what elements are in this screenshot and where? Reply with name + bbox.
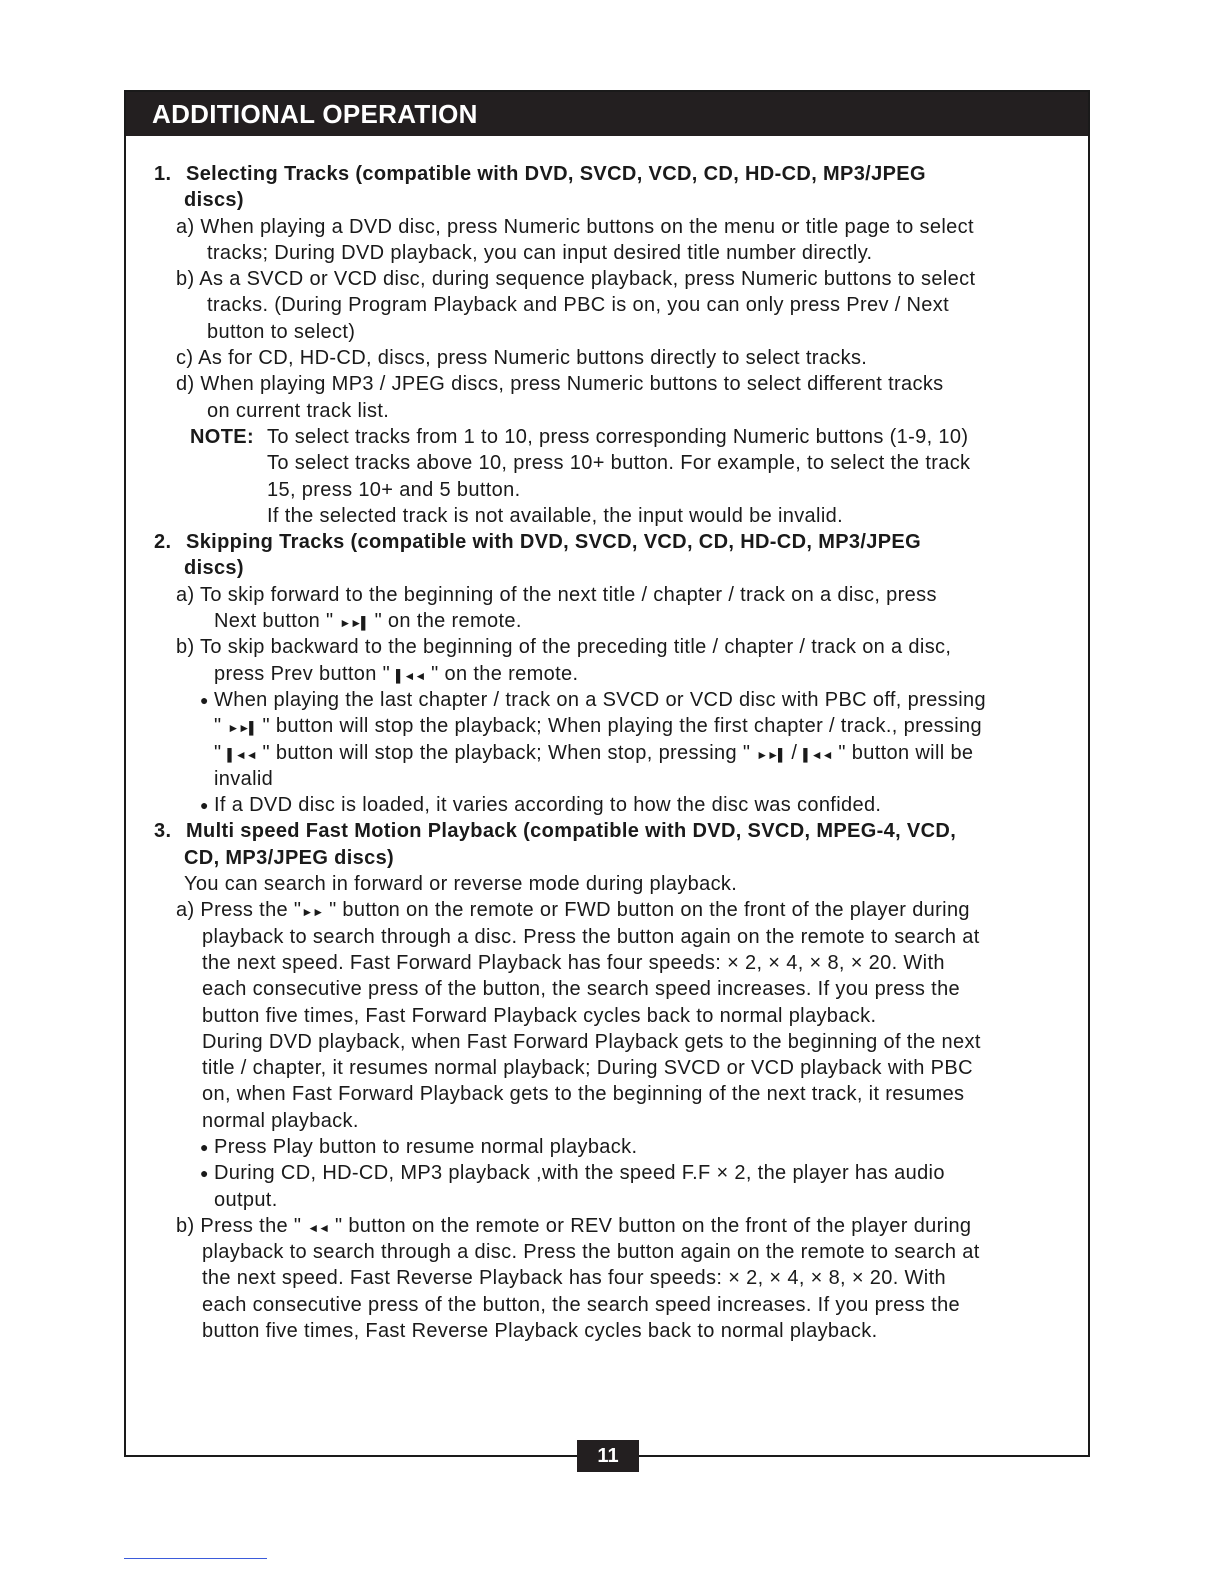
next-track-icon: ►►▌	[339, 616, 369, 631]
s1-d-line2: on current track list.	[207, 399, 390, 422]
s2-bullet1-line3: " ▌◄◄ " button will stop the playback; When stop, pressing " ►►▌ / ▌◄◄ " button will be	[214, 741, 974, 764]
s3-b-line3: the next speed. Fast Reverse Playback has four speeds: × 2, × 4, × 8, × 20. With	[202, 1267, 946, 1290]
s3-b-line1: b) Press the " ◄◄ " button on the remote or REV button on the front of the player during	[176, 1214, 972, 1237]
page-number-badge: 11	[577, 1440, 639, 1472]
section-1-title-cont: discs)	[184, 189, 244, 212]
s2-b-line2: press Prev button " ▌◄◄ " on the remote.	[214, 662, 579, 685]
s3-b-line4: each consecutive press of the button, the search speed increases. If you press the	[202, 1293, 961, 1316]
section-2-title: 2. Skipping Tracks (compatible with DVD, SVCD, VCD, CD, HD-CD, MP3/JPEG	[154, 529, 1074, 555]
s1-a-line2: tracks; During DVD playback, you can input desired title number directly.	[207, 241, 873, 264]
s2-a-line1: a) To skip forward to the beginning of the next title / chapter / track on a disc, press	[176, 583, 937, 606]
s2-bullet2-line1: ● If a DVD disc is loaded, it varies according to how the disc was confided.	[154, 792, 1074, 818]
s1-c-line1: c) As for CD, HD-CD, discs, press Numeric buttons directly to select tracks.	[176, 347, 868, 370]
bullet-icon: ●	[200, 1165, 209, 1182]
section-3-number: 3.	[154, 820, 172, 843]
bullet-icon: ●	[200, 1138, 209, 1155]
section-3-title: 3. Multi speed Fast Motion Playback (compatible with DVD, SVCD, MPEG-4, VCD,	[154, 818, 1074, 844]
section-1-title: 1. Selecting Tracks (compatible with DVD, SVCD, VCD, CD, HD-CD, MP3/JPEG	[154, 161, 1074, 187]
next-track-icon: ►►▌	[227, 721, 257, 736]
page-frame	[124, 90, 1090, 1457]
s3-a-line2: playback to search through a disc. Press the button again on the remote to search at	[202, 925, 980, 948]
note-line4: If the selected track is not available, the input would be invalid.	[267, 504, 843, 527]
s1-a-line1: a) When playing a DVD disc, press Numeric buttons on the menu or title page to select	[176, 215, 974, 238]
prev-track-icon: ▌◄◄	[395, 668, 426, 683]
s2-bullet1-line1: ● When playing the last chapter / track on a SVCD or VCD disc with PBC off, pressing	[154, 687, 1074, 713]
rewind-icon: ◄◄	[307, 1220, 330, 1235]
s3-b-line2: playback to search through a disc. Press the button again on the remote to search at	[202, 1241, 980, 1264]
bullet-icon: ●	[200, 691, 209, 708]
s3-a-line7: title / chapter, it resumes normal playback; During SVCD or VCD playback with PBC	[202, 1057, 973, 1080]
section-2-title-cont: discs)	[184, 557, 244, 580]
s3-a-line1: a) Press the "►► " button on the remote or FWD button on the front of the player during	[176, 899, 970, 922]
s2-a-line2: Next button " ►►▌ " on the remote.	[214, 610, 522, 633]
s3-a-line6: During DVD playback, when Fast Forward Playback gets to the beginning of the next	[202, 1030, 981, 1053]
section-header: ADDITIONAL OPERATION	[126, 92, 1088, 136]
note-label: NOTE:	[190, 425, 254, 448]
s1-d-line1: d) When playing MP3 / JPEG discs, press Numeric buttons to select different tracks	[176, 373, 944, 396]
s3-bullet1: ● Press Play button to resume normal playback.	[154, 1134, 1074, 1160]
content-body	[154, 161, 1074, 1344]
note-line2: To select tracks above 10, press 10+ button. For example, to select the track	[267, 452, 971, 475]
s2-b-line1: b) To skip backward to the beginning of the preceding title / chapter / track on a disc,	[176, 636, 952, 659]
s3-a-line4: each consecutive press of the button, the search speed increases. If you press the	[202, 978, 961, 1001]
section-2-number: 2.	[154, 531, 172, 554]
s2-bullet1-line4: invalid	[214, 767, 274, 790]
s1-b-line2: tracks. (During Program Playback and PBC is on, you can only press Prev / Next	[207, 294, 950, 317]
s1-b-line1: b) As a SVCD or VCD disc, during sequence playback, press Numeric buttons to select	[176, 268, 976, 291]
s3-a-line5: button five times, Fast Forward Playback cycles back to normal playback.	[202, 1004, 877, 1027]
s3-a-line3: the next speed. Fast Forward Playback has four speeds: × 2, × 4, × 8, × 20. With	[202, 951, 945, 974]
fast-forward-icon: ►►	[301, 905, 324, 920]
s3-b-line5: button five times, Fast Reverse Playback cycles back to normal playback.	[202, 1320, 878, 1343]
s1-b-line3: button to select)	[207, 320, 356, 343]
section-1-number: 1.	[154, 163, 172, 185]
section-3-title-cont: CD, MP3/JPEG discs)	[184, 846, 395, 869]
s3-intro: You can search in forward or reverse mode during playback.	[184, 873, 738, 896]
s3-bullet2-line2: output.	[214, 1188, 278, 1211]
bullet-icon: ●	[200, 797, 209, 814]
note-line1: NOTE: To select tracks from 1 to 10, press corresponding Numeric buttons (1-9, 10)	[154, 424, 1074, 450]
s3-a-line8: on, when Fast Forward Playback gets to the beginning of the next track, it resumes	[202, 1083, 965, 1106]
prev-track-icon: ▌◄◄	[227, 747, 257, 762]
s3-a-line9: normal playback.	[202, 1109, 359, 1132]
prev-track-icon: ▌◄◄	[803, 747, 833, 762]
footer-rule	[124, 1558, 267, 1559]
s2-bullet1-line2: " ►►▌ " button will stop the playback; When playing the first chapter / track., pressing	[214, 715, 983, 738]
next-track-icon: ►►▌	[756, 747, 786, 762]
note-line3: 15, press 10+ and 5 button.	[267, 478, 521, 501]
s3-bullet2-line1: ● During CD, HD-CD, MP3 playback ,with the speed F.F × 2, the player has audio	[154, 1160, 1074, 1186]
